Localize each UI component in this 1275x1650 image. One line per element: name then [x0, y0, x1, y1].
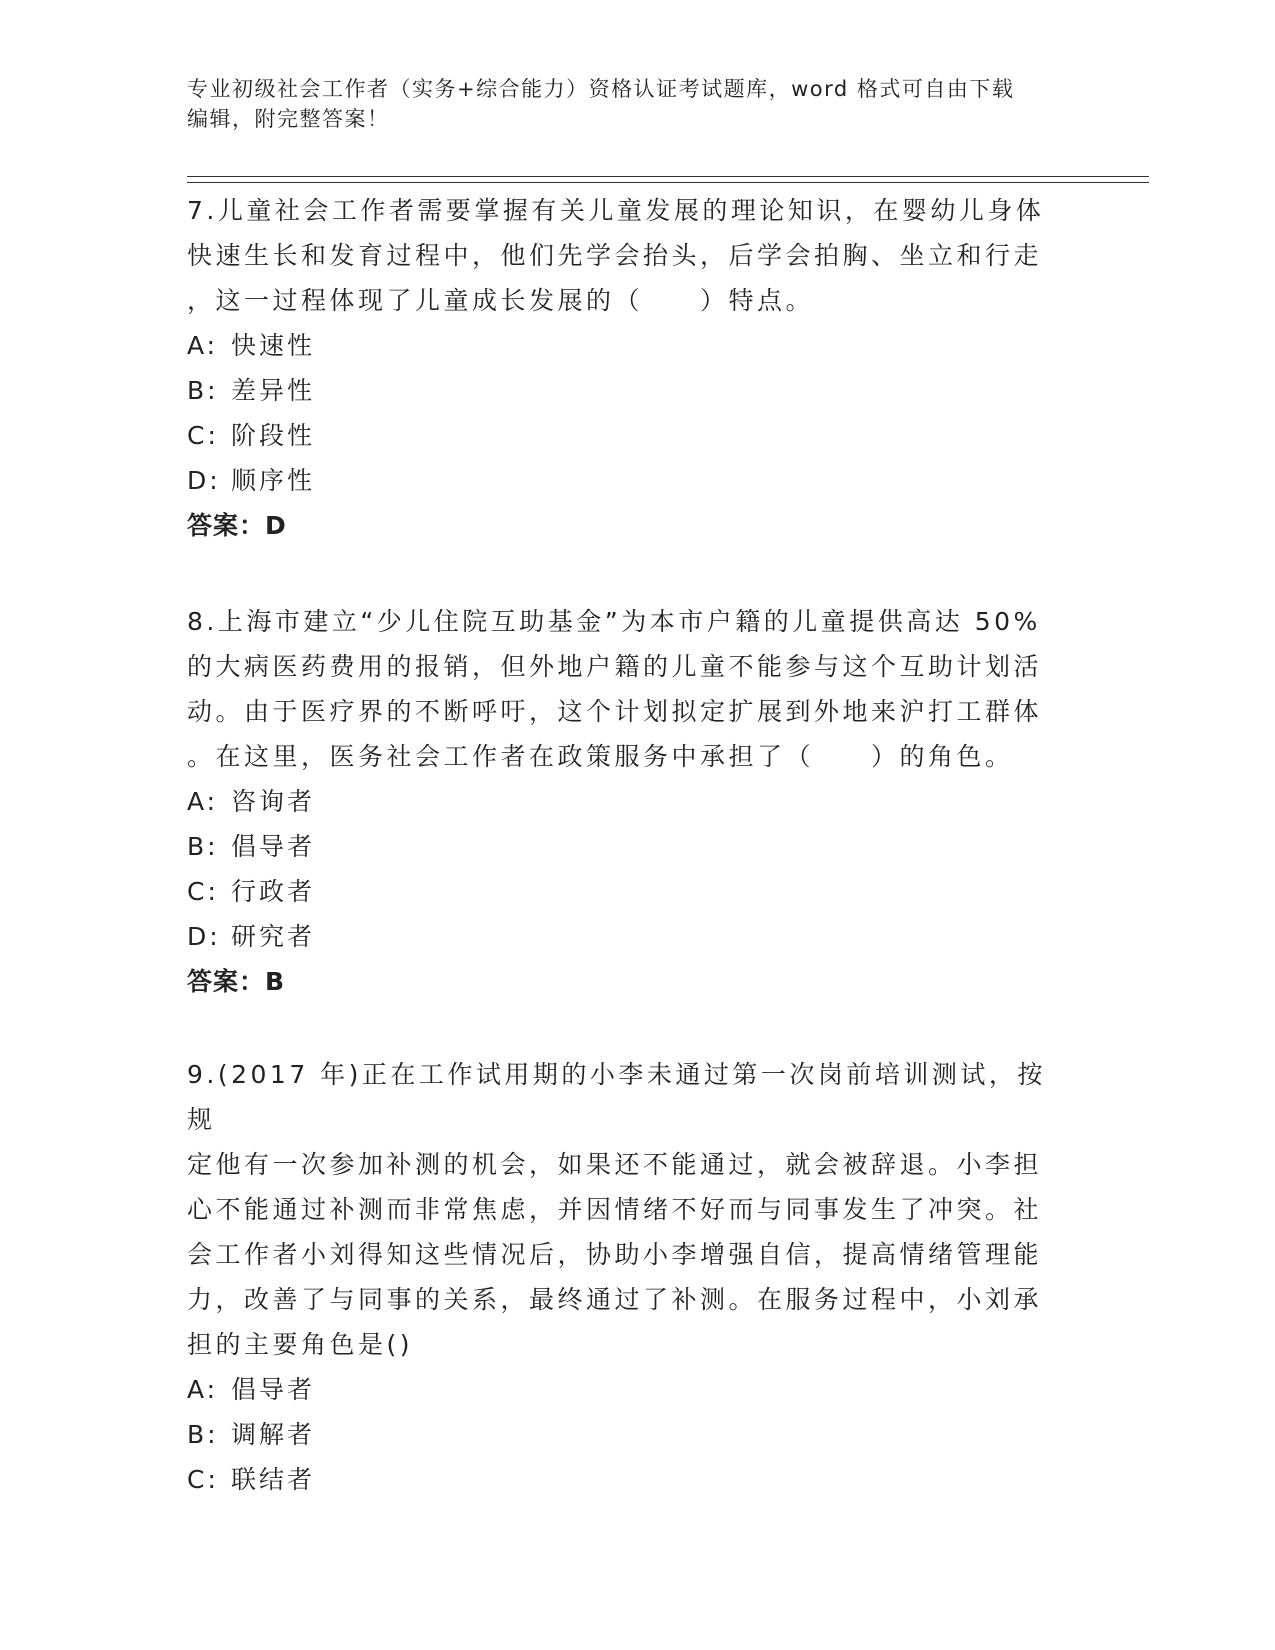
header-line-1: 专业初级社会工作者（实务+综合能力）资格认证考试题库，word 格式可自由下载	[187, 77, 1015, 101]
header-divider-top	[187, 176, 1149, 177]
question-stem	[187, 188, 1067, 323]
stem-line: 会工作者小刘得知这些情况后，协助小李增强自信，提高情绪管理能	[187, 1240, 1043, 1269]
answer: 答案：D	[187, 511, 287, 540]
option-text: 快速性	[231, 331, 316, 360]
stem-line: 担的主要角色是()	[187, 1330, 414, 1359]
question-stem	[187, 599, 1067, 779]
option-text: 倡导者	[231, 832, 316, 861]
option-letter: B:	[187, 1420, 219, 1449]
option-c	[187, 1457, 1067, 1502]
option-letter: B:	[187, 376, 219, 405]
option-letter: B:	[187, 832, 219, 861]
question-stem	[187, 1052, 1067, 1367]
option-letter: D:	[187, 466, 221, 495]
option-letter: C:	[187, 1465, 219, 1494]
header-line-2: 编辑，附完整答案！	[187, 107, 390, 131]
stem-line: 7.儿童社会工作者需要掌握有关儿童发展的理论知识，在婴幼儿身体	[187, 196, 1045, 225]
option-text: 调解者	[231, 1420, 316, 1449]
stem-line: 。在这里，医务社会工作者在政策服务中承担了（ ）的角色。	[187, 742, 1014, 771]
stem-line: 心不能通过补测而非常焦虑，并因情绪不好而与同事发生了冲突。社	[187, 1195, 1043, 1224]
stem-line: 力，改善了与同事的关系，最终通过了补测。在服务过程中，小刘承	[187, 1285, 1043, 1314]
stem-line: 定他有一次参加补测的机会，如果还不能通过，就会被辞退。小李担	[187, 1150, 1043, 1179]
option-b	[187, 824, 1067, 869]
stem-line: 的大病医药费用的报销，但外地户籍的儿童不能参与这个互助计划活	[187, 652, 1043, 681]
option-text: 差异性	[231, 376, 316, 405]
stem-line: 动。由于医疗界的不断呼吁，这个计划拟定扩展到外地来沪打工群体	[187, 697, 1043, 726]
stem-line: 8.上海市建立“少儿住院互助基金”为本市户籍的儿童提供高达 50%	[187, 607, 1041, 636]
stem-line: 9.(2017 年)正在工作试用期的小李未通过第一次岗前培训测试，按规	[187, 1060, 1046, 1134]
option-c	[187, 413, 1067, 458]
option-c	[187, 869, 1067, 914]
option-letter: C:	[187, 421, 219, 450]
option-a	[187, 1367, 1067, 1412]
question-7	[187, 188, 1067, 548]
option-b	[187, 368, 1067, 413]
option-letter: C:	[187, 877, 219, 906]
document-header	[187, 74, 1087, 134]
stem-line: 快速生长和发育过程中，他们先学会抬头，后学会拍胸、坐立和行走	[187, 241, 1043, 270]
option-text: 阶段性	[231, 421, 316, 450]
option-text: 联结者	[231, 1465, 316, 1494]
option-letter: A:	[187, 787, 219, 816]
question-9	[187, 1052, 1067, 1502]
option-d	[187, 458, 1067, 503]
answer: 答案：B	[187, 967, 286, 996]
option-b	[187, 1412, 1067, 1457]
option-d	[187, 914, 1067, 959]
option-a	[187, 323, 1067, 368]
option-letter: D:	[187, 922, 221, 951]
option-text: 顺序性	[231, 466, 316, 495]
option-text: 倡导者	[231, 1375, 316, 1404]
header-divider-bottom	[187, 182, 1149, 183]
option-text: 行政者	[231, 877, 316, 906]
stem-line: ，这一过程体现了儿童成长发展的（ ）特点。	[187, 286, 815, 315]
option-text: 咨询者	[231, 787, 316, 816]
option-letter: A:	[187, 331, 219, 360]
option-letter: A:	[187, 1375, 219, 1404]
option-text: 研究者	[231, 922, 316, 951]
option-a	[187, 779, 1067, 824]
question-8	[187, 599, 1067, 1004]
